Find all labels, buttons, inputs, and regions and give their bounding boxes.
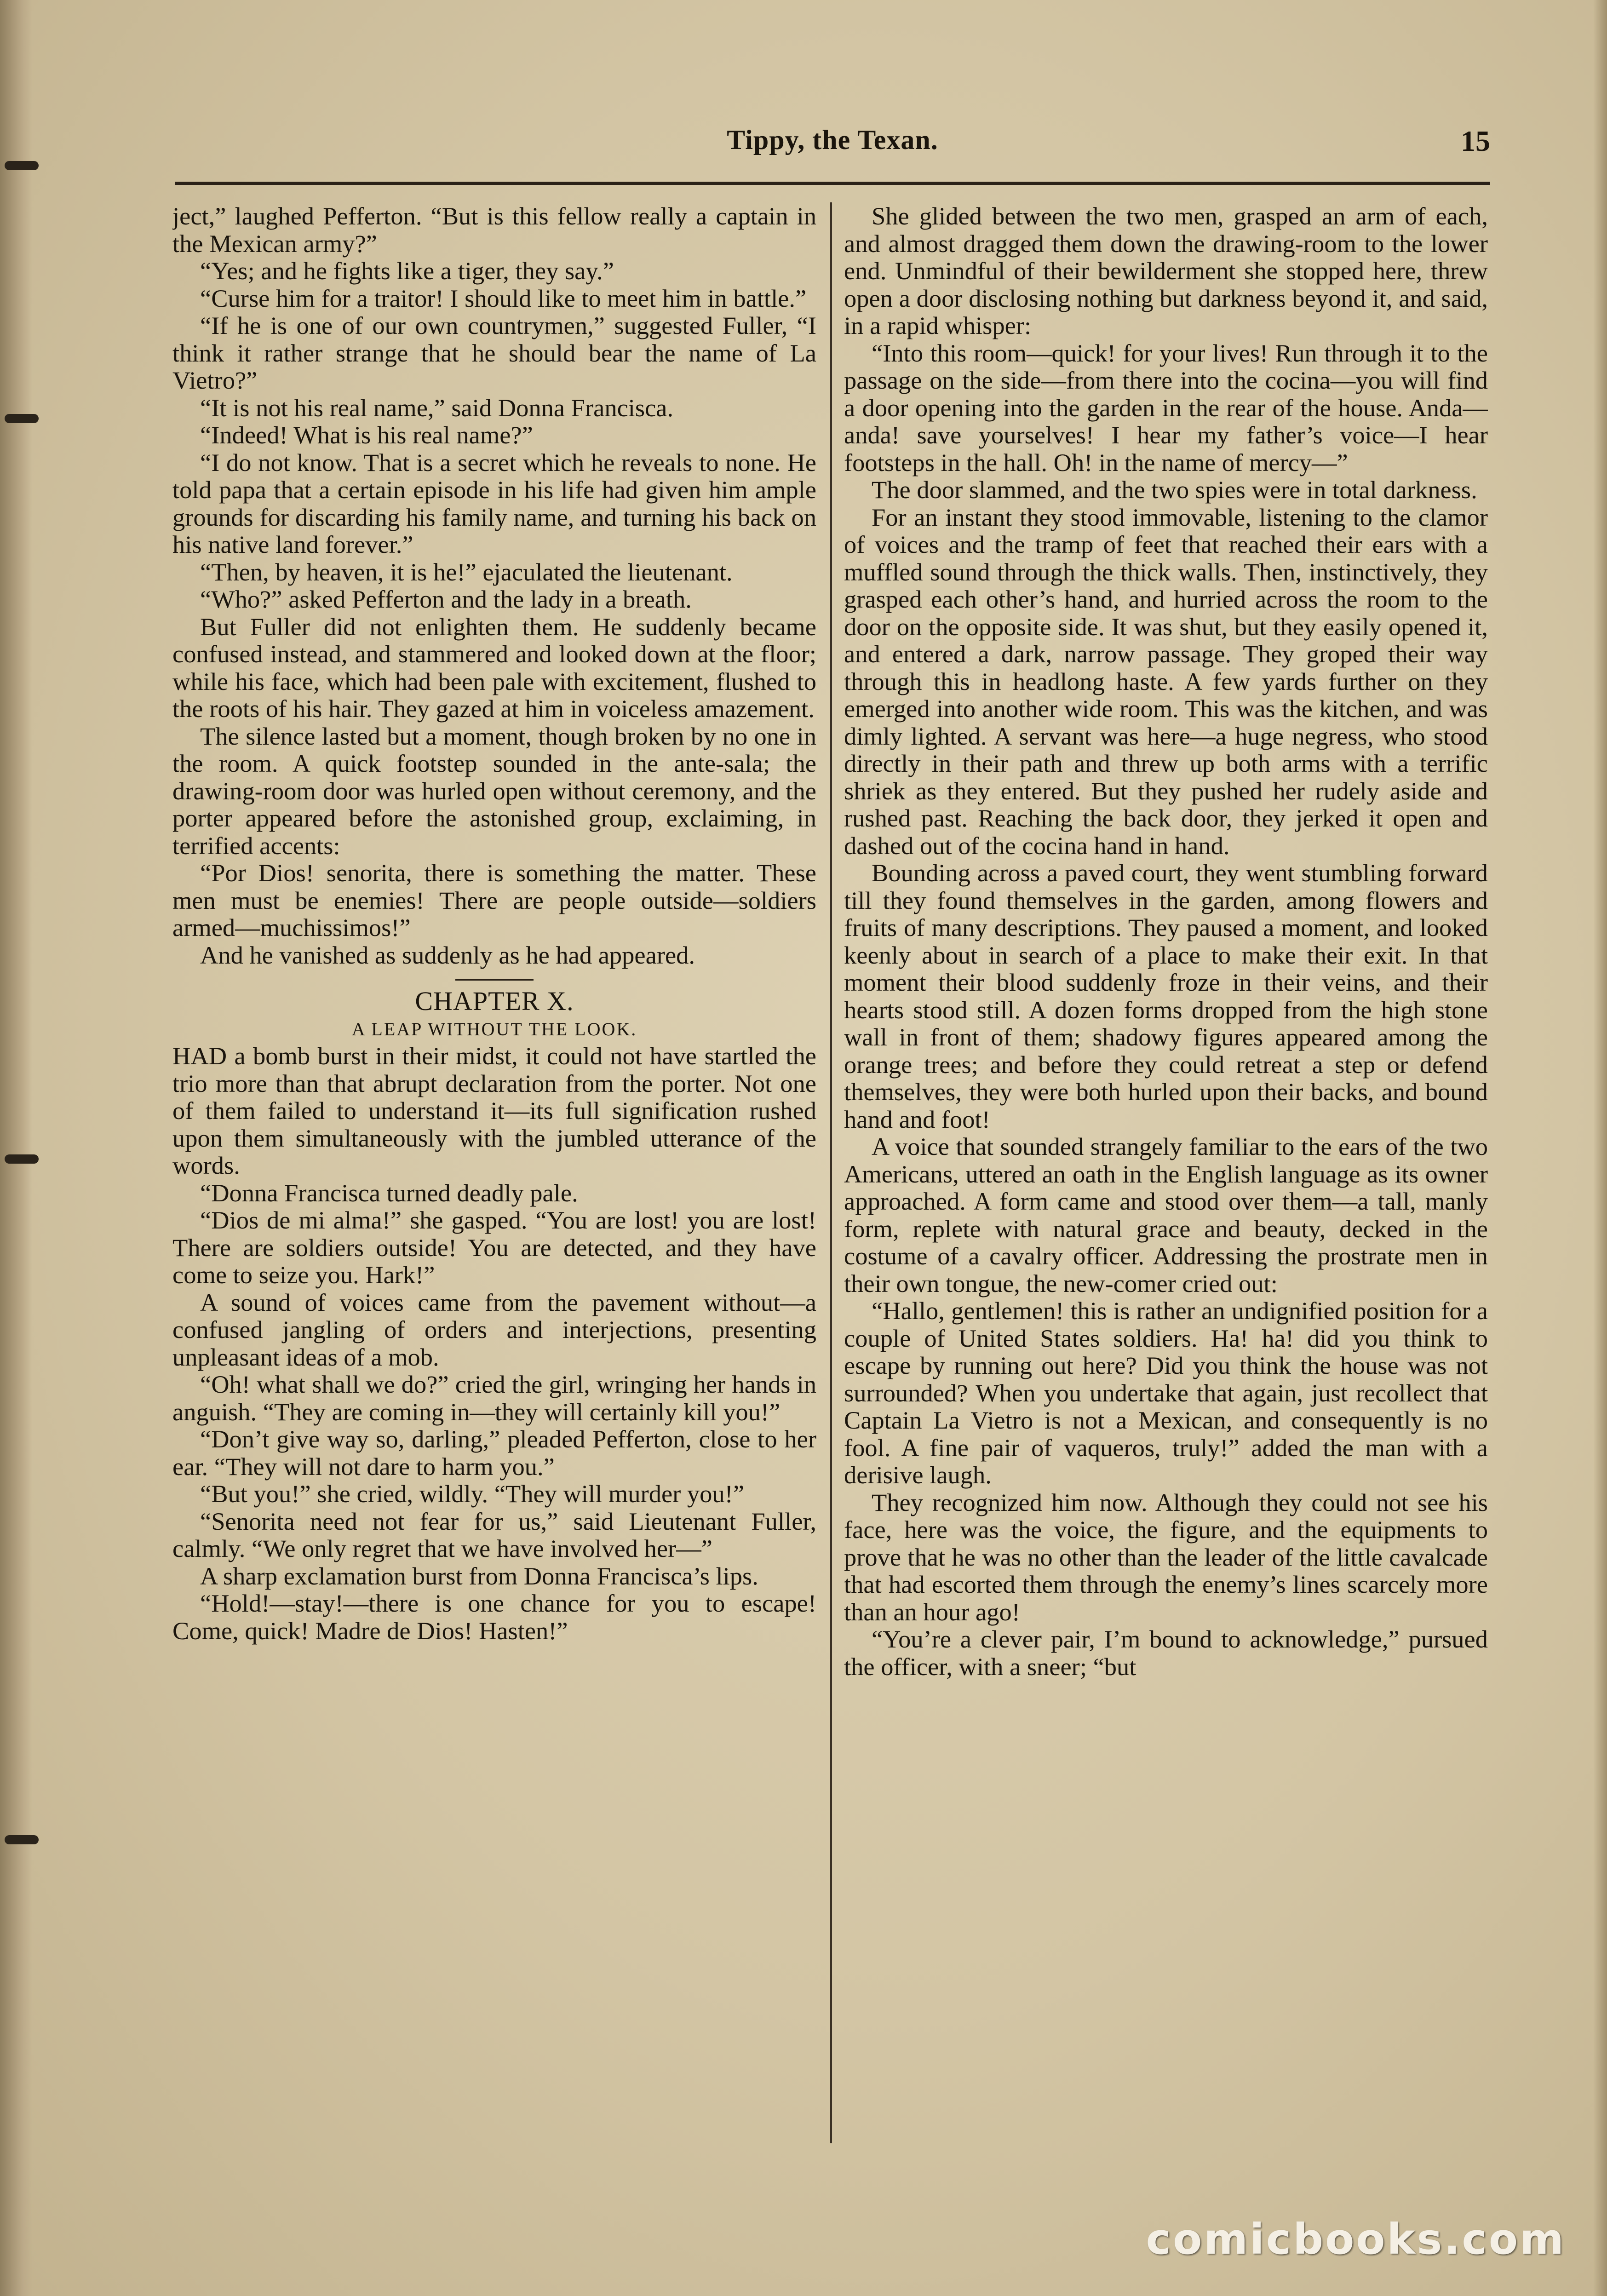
paragraph: “Into this room—quick! for your lives! Run through it to the passage on the side—from there into the cocina—you will find a door opening into the garden in the rear of the house. Anda—anda! save yourselves! I hear my father’s voice—I hear footsteps in the hall. Oh! in the name of mercy—” — [844, 339, 1488, 476]
right-column-text — [844, 202, 1488, 1680]
page-header — [175, 124, 1490, 166]
paragraph: “Who?” asked Pefferton and the lady in a breath. — [200, 585, 692, 613]
left-column — [172, 202, 816, 2162]
paragraph: “Hold!—stay!—there is one chance for you to escape! Come, quick! Madre de Dios! Hasten!” — [172, 1589, 816, 1645]
paragraph: “If he is one of our own countrymen,” suggested Fuller, “I think it rather strange that he should bear the name of La Vietro?” — [172, 311, 816, 394]
paragraph: “It is not his real name,” said Donna Francisca. — [200, 393, 674, 422]
header-rule — [175, 182, 1490, 185]
paragraph: For an instant they stood immovable, listening to the clamor of voices and the tramp of feet that reached their ears with a muffled sound through the thick walls. Then, instinctively, they grasped each other’s hand, and hurried across the room to the door on the opposite side. It was shut, but they easily opened it, and entered a dark, narrow passage. They groped their way through this in headlong haste. A few yards further on they emerged into another wide room. This was the kitchen, and was dimly lighted. A servant was here—a huge negress, who stood directly in their path and threw up both arms with a terrific shriek as they entered. But they pushed her rudely aside and rushed past. Reaching the back door, they jerked it open and dashed out of the cocina hand in hand. — [844, 503, 1488, 860]
paragraph: They recognized him now. Although they could not see his face, here was the voice, the figure, and the equipments to prove that he was no other than the leader of the little cavalcade that had escorted them through the enemy’s lines scarcely more than an hour ago! — [844, 1488, 1488, 1626]
paragraph: “I do not know. That is a secret which he reveals to none. He told papa that a certain episode in his life had given him ample grounds for discarding his family name, and turning his back on his native land forever.” — [172, 448, 816, 558]
paragraph: “Hallo, gentlemen! this is rather an undignified position for a couple of United States soldiers. Ha! ha! did you think to escape by running out here? Did you think the house was not surrounded? When you undertake that again, just recollect that Captain La Vietro is not a Mexican, and consequently is no fool. A fine pair of vaqueros, truly!” added the man with a derisive laugh. — [844, 1297, 1488, 1489]
left-column-text-before-chapter — [172, 202, 816, 969]
paragraph: “You’re a clever pair, I’m bound to acknowledge,” pursued the officer, with a sneer; “but — [844, 1625, 1488, 1681]
page-number: 15 — [1461, 125, 1490, 157]
paragraph: But Fuller did not enlighten them. He suddenly became confused instead, and stammered and looked down at the floor; while his face, which had been pale with excitement, flushed to the roots of his hair. They gazed at him in voiceless amazement. — [172, 612, 816, 723]
paragraph: “Donna Francisca turned deadly pale. — [200, 1178, 578, 1207]
paragraph: And he vanished as suddenly as he had appeared. — [200, 941, 695, 969]
running-title: Tippy, the Texan. — [727, 125, 938, 155]
paragraph: A sound of voices came from the pavement without—a confused jangling of orders and interjections, presenting unpleasant ideas of a mob. — [172, 1288, 816, 1371]
paragraph: A voice that sounded strangely familiar to the ears of the two Americans, uttered an oath in the English language as its owner approached. A form came and stood over them—a tall, manly form, replete with natural grace and beauty, decked in the costume of a cavalry officer. Addressing the prostrate men in their own tongue, the new-comer cried out: — [844, 1132, 1488, 1297]
paragraph: “Dios de mi alma!” she gasped. “You are lost! you are lost! There are soldiers outside! You are detected, and they have come to seize you. Hark!” — [172, 1206, 816, 1289]
paragraph: HAD a bomb burst in their midst, it could not have startled the trio more than that abrupt declaration from the porter. Not one of them failed to understand it—its full signification rushed upon them simultaneously with the jumbled utterance of the words. — [172, 1042, 816, 1179]
paragraph: “Then, by heaven, it is he!” ejaculated the lieutenant. — [200, 557, 733, 586]
binding-stitch — [5, 414, 39, 423]
paragraph: A sharp exclamation burst from Donna Francisca’s lips. — [200, 1561, 758, 1590]
paragraph: “Oh! what shall we do?” cried the girl, wringing her hands in anguish. “They are coming in—they will certainly kill you!” — [172, 1370, 816, 1426]
paragraph: “Indeed! What is his real name?” — [200, 421, 533, 449]
watermark: comicbooks.com — [1146, 2215, 1566, 2264]
paragraph: “Senorita need not fear for us,” said Lieutenant Fuller, calmly. “We only regret that we have involved her—” — [172, 1507, 816, 1562]
paragraph: The door slammed, and the two spies were in total darkness. — [872, 476, 1477, 504]
binding-stitch — [5, 161, 39, 170]
binding-edge — [0, 0, 32, 2296]
paragraph: “Don’t give way so, darling,” pleaded Pefferton, close to her ear. “They will not dare to harm you.” — [172, 1425, 816, 1481]
paragraph: The silence lasted but a moment, though broken by no one in the room. A quick footstep sounded in the ante-sala; the drawing-room door was hurled open without ceremony, and the porter appeared before the astonished group, exclaiming, in terrified accents: — [172, 722, 816, 860]
page-edge-shadow — [1593, 0, 1607, 2296]
paragraph: “Curse him for a traitor! I should like to meet him in battle.” — [200, 284, 807, 312]
paragraph: ject,” laughed Pefferton. “But is this fellow really a captain in the Mexican army?” — [172, 202, 816, 258]
paragraph: “Por Dios! senorita, there is something the matter. These men must be enemies! There are people outside—soldiers armed—muchissimos!” — [172, 859, 816, 941]
paragraph: “But you!” she cried, wildly. “They will murder you!” — [200, 1480, 745, 1508]
binding-stitch — [5, 1154, 39, 1164]
right-column — [844, 202, 1488, 2162]
binding-stitch — [5, 1835, 39, 1844]
chapter-title: CHAPTER X. — [415, 986, 574, 1016]
paragraph: Bounding across a paved court, they went stumbling forward till they found themselves in the garden, among flowers and fruits of many descriptions. They paused a moment, and looked keenly about in search of a place to make their exit. In that moment their blood suddenly froze in their veins, and their hearts stood still. A dozen forms dropped from the high stone wall in front of them; shadowy figures appeared among the orange trees; and before they could retreat a step or defend themselves, they were both hurled upon their backs, and bound hand and foot! — [844, 859, 1488, 1133]
paragraph: She glided between the two men, grasped an arm of each, and almost dragged them down the drawing-room to the lower end. Unmindful of their bewilderment she stopped here, threw open a door disclosing nothing but darkness beyond it, and said, in a rapid whisper: — [844, 202, 1488, 339]
left-column-text-after-chapter — [172, 1042, 816, 1644]
chapter-separator — [455, 979, 534, 981]
chapter-subtitle: A LEAP WITHOUT THE LOOK. — [351, 1019, 637, 1039]
paragraph: “Yes; and he fights like a tiger, they say.” — [200, 257, 614, 285]
column-divider — [830, 202, 832, 2143]
